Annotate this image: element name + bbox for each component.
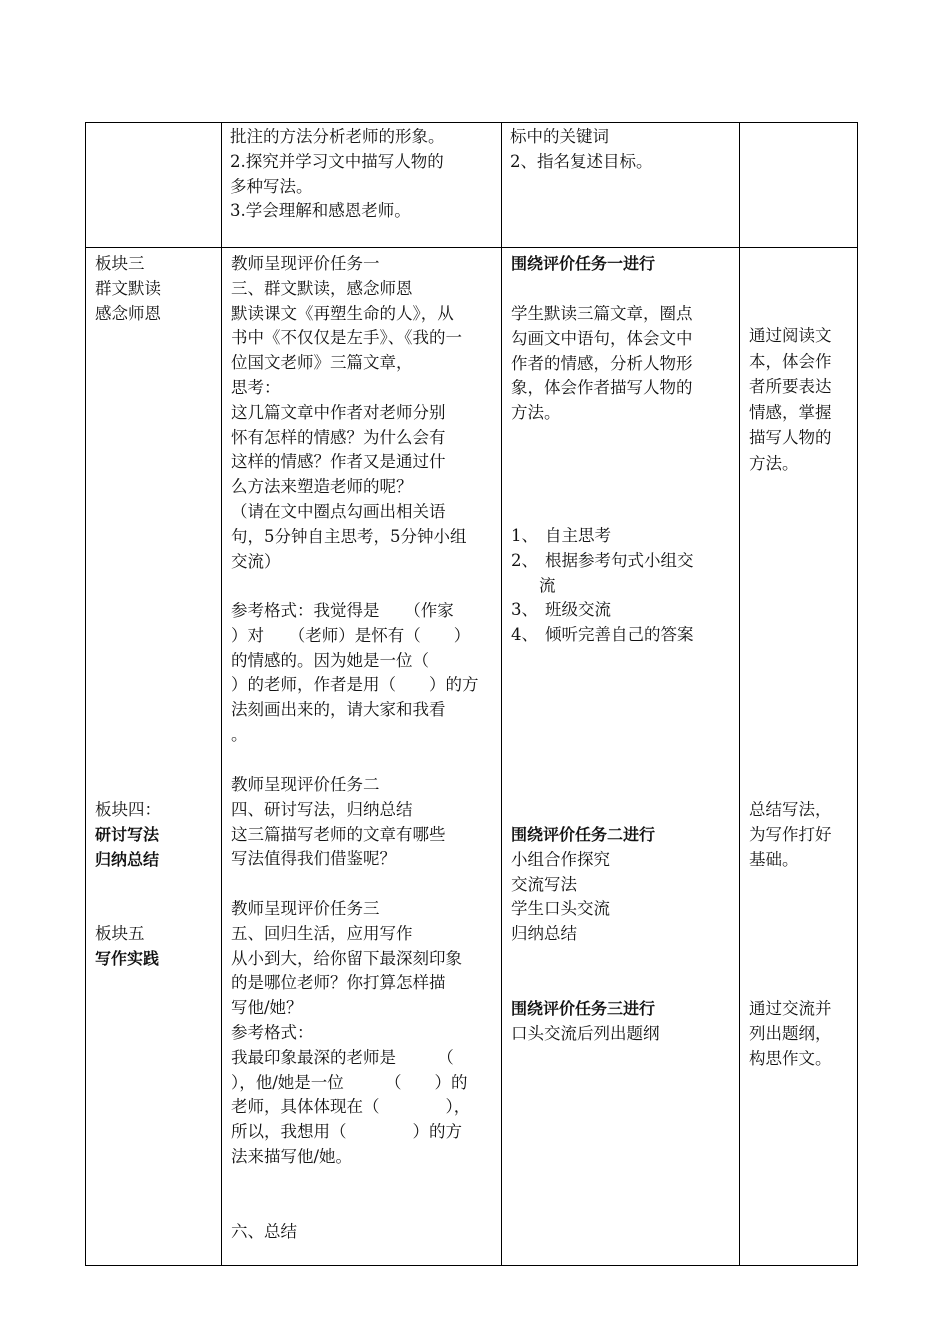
task1-text-block	[502, 298, 739, 430]
teacher-block-2	[222, 769, 501, 876]
text-line: 方法。	[511, 403, 561, 423]
text-line: 。	[231, 724, 248, 744]
text-line: 五、回归生活，应用写作	[231, 923, 413, 943]
step-number: 2、	[511, 550, 538, 570]
text-line: 2、指名复述目标。	[510, 151, 653, 171]
text-line: 教师呈现评价任务二	[231, 775, 380, 794]
task3-title: 围绕评价任务三进行	[511, 999, 656, 1018]
text-line: 者所要表达	[749, 377, 832, 396]
text-line: ），他/她是一位 （ ）的	[231, 1072, 468, 1092]
task3-block	[502, 993, 739, 1051]
reference-template-1	[222, 595, 501, 752]
teacher-activity-cell	[222, 248, 502, 1266]
text-line: 法刻画出来的，请大家和我看	[231, 700, 446, 720]
text-line: 教师呈现评价任务一	[231, 254, 380, 273]
text-line: 写他/她？	[231, 998, 303, 1018]
step-text: 班级交流	[545, 600, 611, 620]
design-intent-cell	[740, 248, 858, 1266]
section3	[86, 248, 221, 330]
text-line: （请在文中圈点勾画出相关语	[231, 501, 446, 521]
text-line: 归纳总结	[511, 924, 577, 944]
text-line: 教师呈现评价任务三	[231, 899, 380, 918]
list-item	[511, 598, 730, 623]
text-line: 写法值得我们借鉴呢？	[231, 849, 396, 869]
summary-line: 六、总结	[231, 1222, 297, 1241]
text-line: 从小到大，给你留下最深刻印象	[231, 948, 462, 968]
text-line: 作者的情感，分析人物形	[511, 353, 693, 373]
text-line: 么方法来塑造老师的呢？	[231, 477, 413, 497]
section3-title: 感念师恩	[95, 303, 161, 323]
text-line: 批注的方法分析老师的形象。	[230, 127, 445, 146]
section4-title: 归纳总结	[95, 849, 160, 869]
text-line: 默读课文《再塑生命的人》，从	[231, 303, 454, 323]
section4	[86, 794, 221, 876]
text-line: 的是哪位老师？你打算怎样描	[231, 973, 446, 993]
text-line: 法来描写他/她。	[231, 1146, 353, 1166]
section4-label: 板块四：	[95, 800, 161, 819]
text-line: ）的老师，作者是用（ ）的方	[231, 675, 479, 695]
text-line: ）对 （老师）是怀有（ ）	[231, 625, 471, 645]
text-line: 老师，具体体现在（ ），	[231, 1097, 471, 1117]
list-item	[511, 623, 730, 648]
step-text: 倾听完善自己的答案	[545, 625, 694, 645]
text-line: 勾画文中语句，体会文中	[511, 328, 693, 348]
text-line: 构思作文。	[749, 1048, 832, 1068]
text-line: 怀有怎样的情感？为什么会有	[231, 427, 446, 447]
text-line: 这几篇文章中作者对老师分别	[231, 402, 446, 422]
text-line: 这样的情感？作者又是通过什	[231, 452, 446, 472]
text-line: 位国文老师》三篇文章，	[231, 353, 413, 373]
text-line: 描写人物的	[749, 428, 832, 447]
intent-note-2	[740, 794, 857, 876]
step-text: 根据参考句式小组交	[545, 550, 694, 570]
row1-section-cell	[86, 123, 222, 248]
step-number: 1、	[511, 526, 538, 545]
text-line: 交流）	[231, 551, 281, 571]
text-line: 学生口头交流	[511, 899, 610, 919]
section5	[86, 918, 221, 976]
text-line: 3.学会理解和感恩老师。	[230, 201, 411, 221]
intent-note-1	[740, 319, 857, 480]
steps-list	[502, 520, 739, 652]
text-line: 思考：	[231, 377, 281, 397]
text-line: 句，5分钟自主思考，5分钟小组	[231, 526, 467, 546]
text-line: 这三篇描写老师的文章有哪些	[231, 824, 446, 844]
row1-intent-cell	[740, 123, 858, 248]
step-number: 3、	[511, 600, 538, 620]
section4-title: 研讨写法	[95, 824, 160, 844]
row1-content-cell	[222, 123, 502, 248]
text-line: 象，体会作者描写人物的	[511, 378, 693, 398]
summary-block	[222, 1216, 501, 1249]
text-line: 情感，掌握	[749, 402, 832, 422]
text-line: 所以，我想用（ ）的方	[231, 1122, 462, 1142]
text-line: 标中的关键词	[510, 127, 609, 146]
text-line: 为写作打好	[749, 824, 832, 844]
step-text: 自主思考	[545, 526, 611, 545]
table-row	[86, 123, 858, 248]
student-activity-cell	[502, 248, 740, 1266]
text-line: 列出题纲，	[749, 1023, 832, 1043]
task1-title-block	[502, 248, 739, 281]
intent-note-3	[740, 993, 857, 1075]
teacher-block-1	[222, 248, 501, 578]
text-line: 书中《不仅仅是左手》、《我的一	[231, 328, 462, 348]
text-line: 参考格式：我觉得是 （作家	[231, 601, 454, 620]
text-line: 的情感的。因为她是一位（	[231, 650, 429, 670]
text-line: 本，体会作	[749, 351, 832, 371]
list-item	[511, 524, 730, 549]
section3-title: 群文默读	[95, 278, 161, 298]
lesson-plan-table	[85, 122, 858, 1266]
text-line: 2.探究并学习文中描写人物的	[230, 151, 444, 171]
section5-title: 写作实践	[95, 948, 160, 968]
section5-label: 板块五	[95, 924, 145, 943]
text-line: 通过阅读文	[749, 326, 832, 345]
step-number: 4、	[511, 625, 538, 645]
row1-activity-cell	[502, 123, 740, 248]
text-line: 方法。	[749, 453, 799, 473]
text-line: 总结写法，	[749, 800, 832, 819]
task2-block	[502, 819, 739, 951]
text-line: 小组合作探究	[511, 849, 610, 869]
section3-label: 板块三	[95, 254, 145, 273]
task1-title: 围绕评价任务一进行	[511, 254, 656, 273]
text-line: 我最印象最深的老师是 （	[231, 1047, 454, 1067]
text-line: 通过交流并	[749, 999, 832, 1018]
text-line: 多种写法。	[230, 176, 313, 196]
text-line: 口头交流后列出题纲	[511, 1023, 660, 1043]
text-line: 学生默读三篇文章，圈点	[511, 304, 693, 323]
list-item	[511, 549, 730, 599]
step-text: 流	[539, 575, 556, 595]
text-line: 交流写法	[511, 874, 577, 894]
teacher-block-3	[222, 893, 501, 1174]
text-line: 四、研讨写法，归纳总结	[231, 799, 413, 819]
table-row	[86, 248, 858, 1266]
text-line: 三、群文默读，感念师恩	[231, 278, 413, 298]
text-line: 参考格式：	[231, 1022, 314, 1042]
task2-title: 围绕评价任务二进行	[511, 825, 656, 844]
section-cell	[86, 248, 222, 1266]
text-line: 基础。	[749, 849, 799, 869]
